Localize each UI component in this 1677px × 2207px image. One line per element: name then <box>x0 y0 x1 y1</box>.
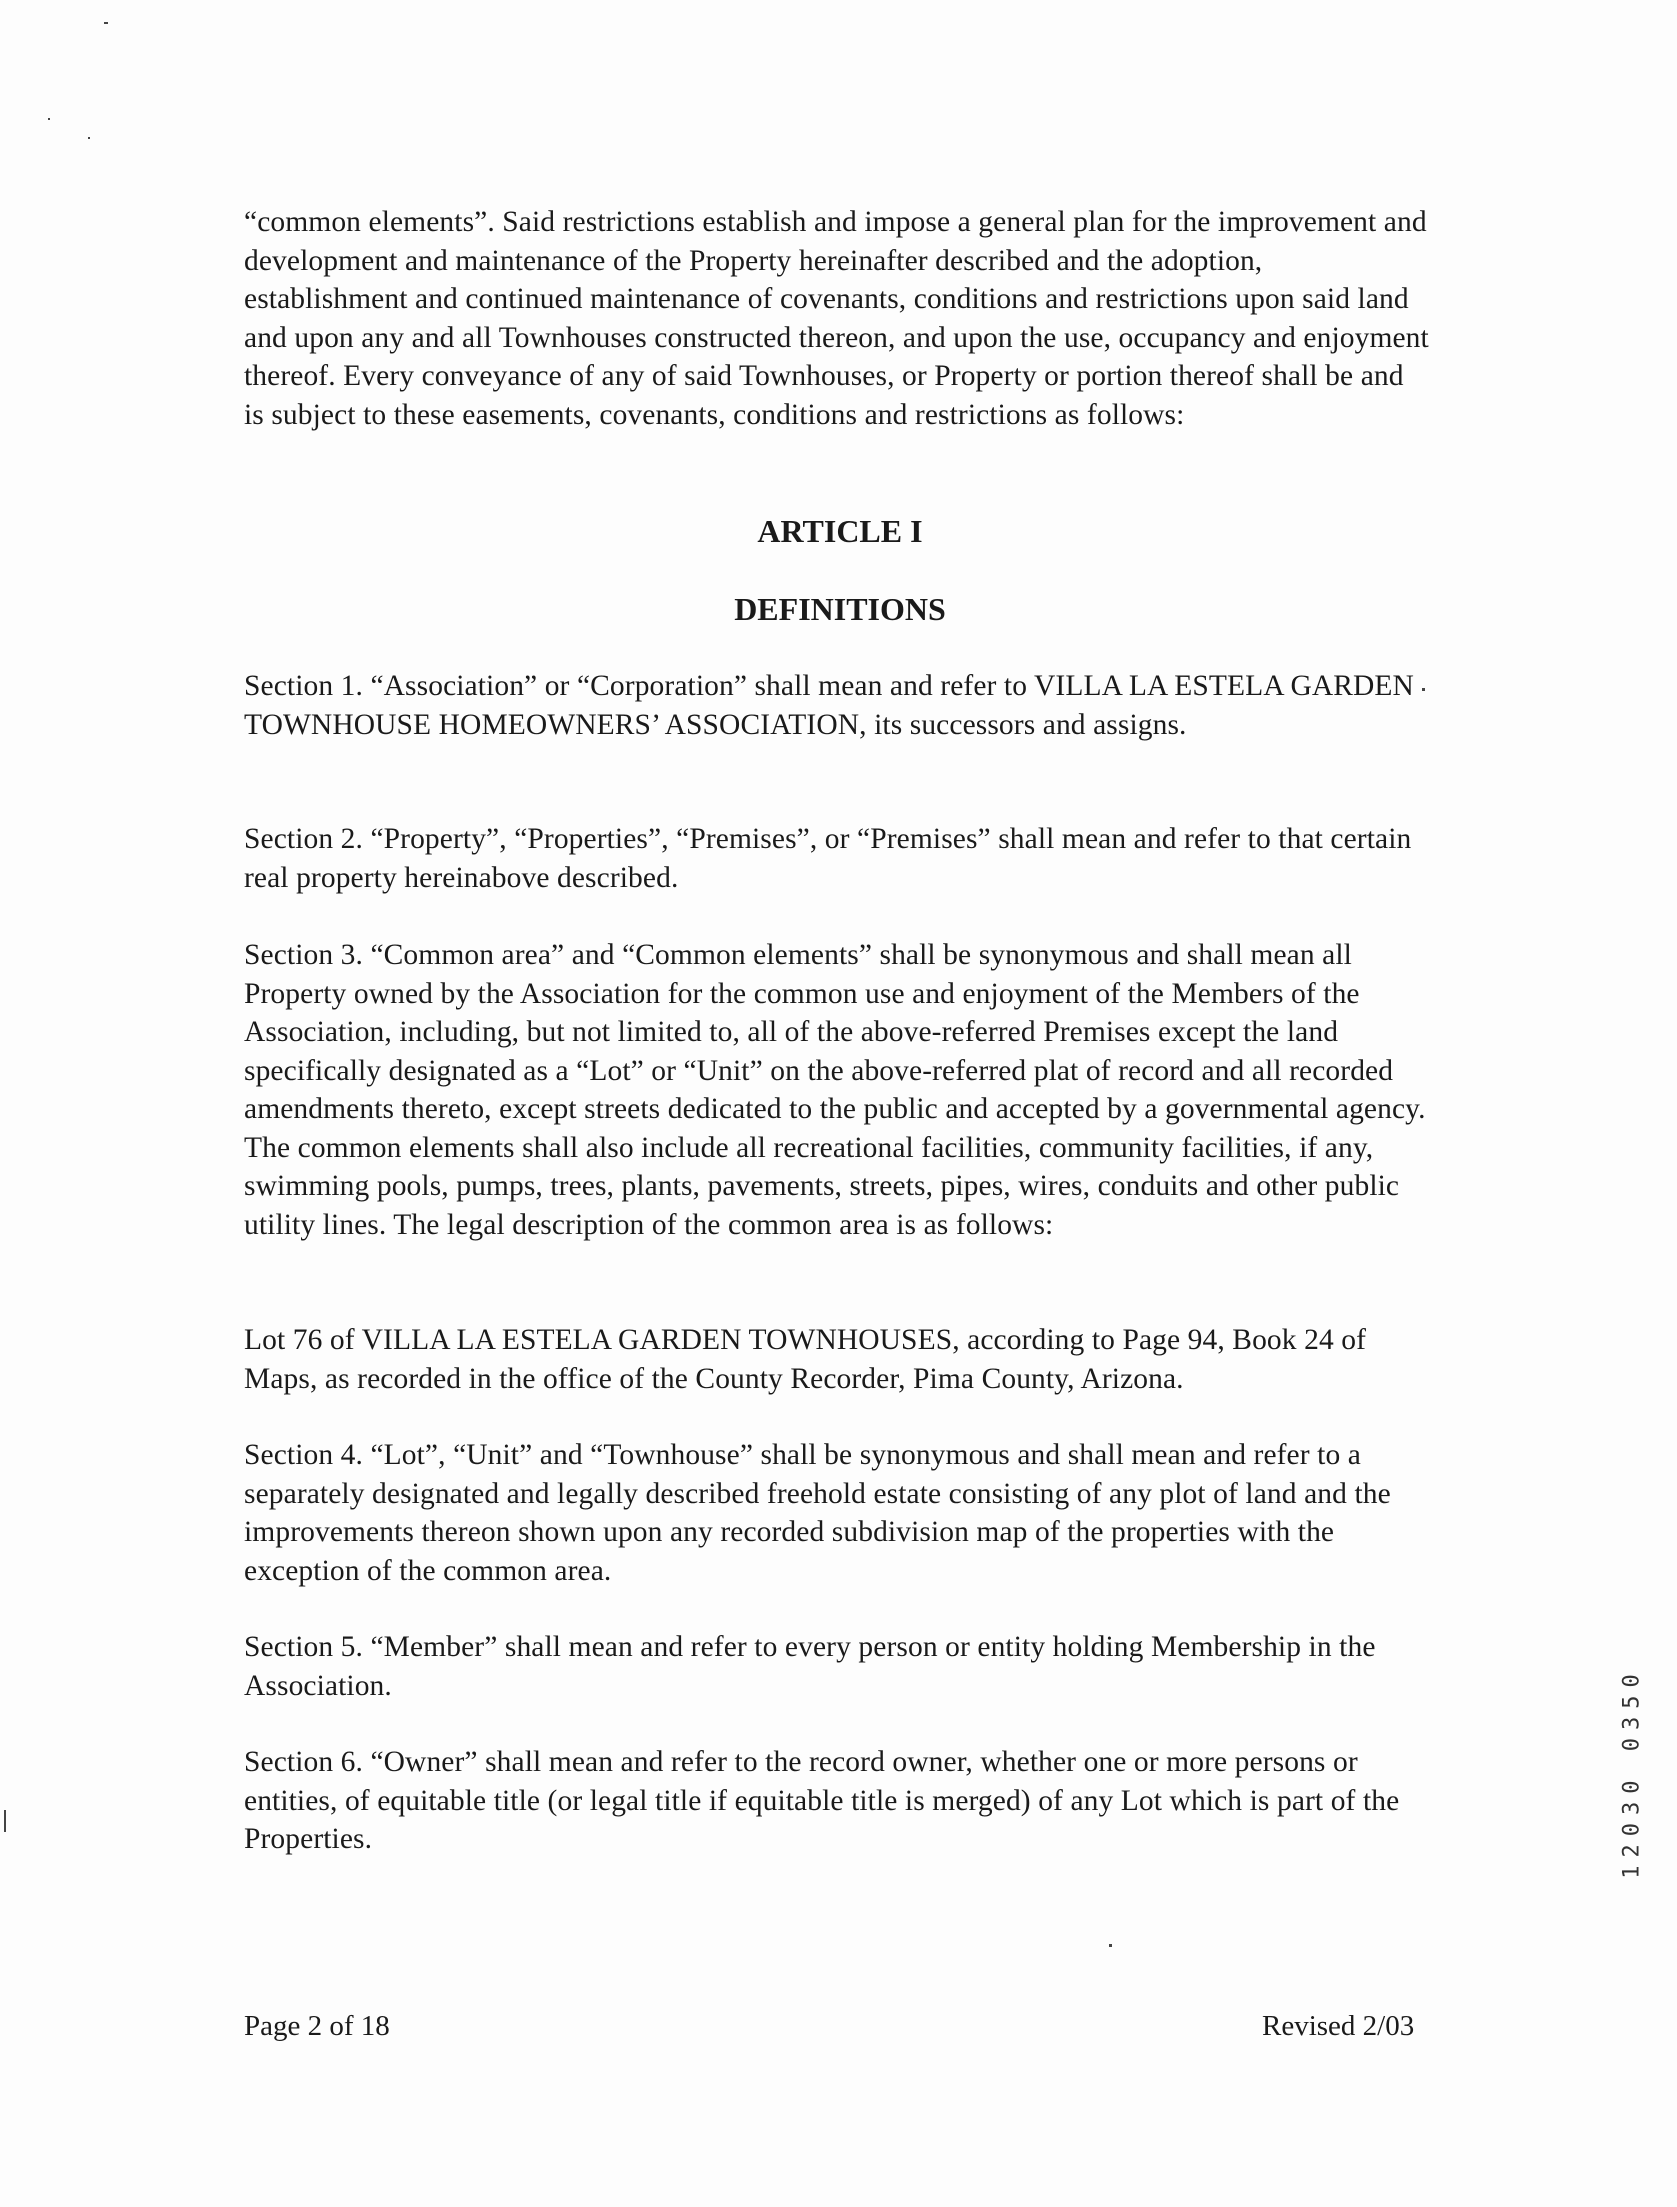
scan-speck <box>104 22 108 24</box>
scan-speck <box>1422 688 1425 691</box>
intro-paragraph: “common elements”. Said restrictions establish and impose a general plan for the improvement and development and maintenance of the Property hereinafter described and the adoption, establishment and continued maintenance of covenants, conditions and restrictions upon said land and upon any and all Townhouses constructed thereon, and upon the use, occupancy and enjoyment thereof. Every conveyance of any of said Townhouses, or Property or portion thereof shall be and is subject to these easements, covenants, conditions and restrictions as follows: <box>244 206 1429 431</box>
footer-page-number: Page 2 of 18 <box>244 2010 390 2042</box>
scan-speck <box>4 1810 6 1832</box>
recording-stamp <box>1612 1565 1652 1985</box>
section-1: Section 1. “Association” or “Corporation” shall mean and refer to VILLA LA ESTELA GARDEN TOWNHOUSE HOMEOWNERS’ ASSOCIATION, its successors and assigns. <box>244 670 1414 741</box>
article-subtitle-text: DEFINITIONS <box>734 591 946 627</box>
section-4: Section 4. “Lot”, “Unit” and “Townhouse” shall be synonymous and shall mean and refer to a separately designated and legally described freehold estate consisting of any plot of land and the improvements thereon shown upon any recorded subdivision map of the properties with the exception of the common area. <box>244 1439 1391 1587</box>
recording-stamp-text: 12030 0350 <box>1619 1666 1645 1879</box>
section-5: Section 5. “Member” shall mean and refer to every person or entity holding Membership in the Association. <box>244 1631 1376 1702</box>
legal-description: Lot 76 of VILLA LA ESTELA GARDEN TOWNHOUSES, according to Page 94, Book 24 of Maps, as recorded in the office of the County Recorder, Pima County, Arizona. <box>244 1324 1367 1395</box>
scan-speck <box>88 137 90 139</box>
section-6: Section 6. “Owner” shall mean and refer to the record owner, whether one or more persons or entities, of equitable title (or legal title if equitable title is merged) of any Lot which is part of the Properties. <box>244 1746 1400 1855</box>
scan-speck <box>48 118 50 120</box>
footer-revised-date: Revised 2/03 <box>1262 2010 1415 2042</box>
section-3: Section 3. “Common area” and “Common elements” shall be synonymous and shall mean all Property owned by the Association for the common use and enjoyment of the Members of the Association, including, but not limited to, all of the above-referred Premises except the land specifically designated as a “Lot” or “Unit” on the above-referred plat of record and all recorded amendments thereto, except streets dedicated to the public and accepted by a governmental agency. The common elements shall also include all recreational facilities, community facilities, if any, swimming pools, pumps, trees, plants, pavements, streets, pipes, wires, conduits and other public utility lines. The legal description of the common area is as follows: <box>244 939 1426 1241</box>
scan-speck <box>1109 1944 1112 1947</box>
section-2: Section 2. “Property”, “Properties”, “Premises”, or “Premises” shall mean and refer to that certain real property hereinabove described. <box>244 823 1412 894</box>
article-title-text: ARTICLE I <box>757 513 923 549</box>
